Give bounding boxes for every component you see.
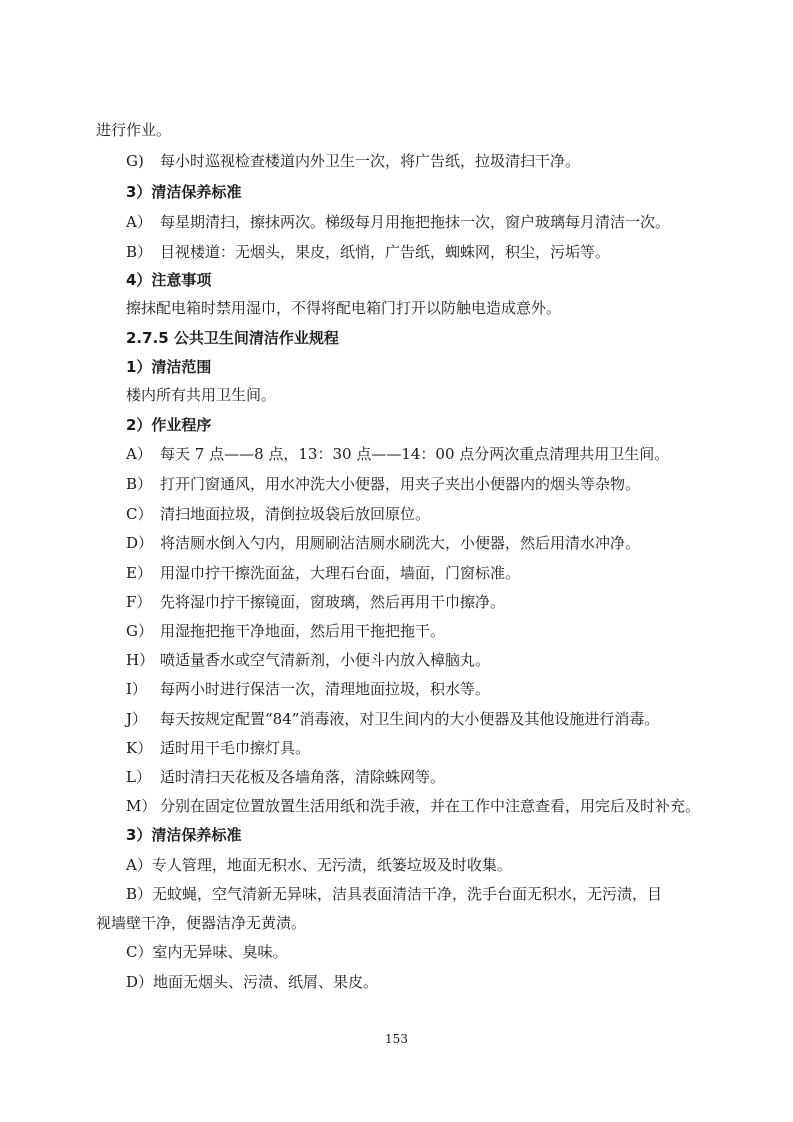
section-heading: 2）作业程序 xyxy=(126,416,212,434)
list-item-text: 适时清扫天花板及各墙角落，清除蛛网等。 xyxy=(160,768,446,786)
list-item xyxy=(126,650,490,670)
list-item xyxy=(126,151,580,171)
paragraph: A）专人管理，地面无积水、无污渍，纸篓垃圾及时收集。 xyxy=(126,856,512,874)
list-item-text: 喷适量香水或空气清新剂，小便斗内放入樟脑丸。 xyxy=(160,651,491,669)
list-item xyxy=(126,444,669,464)
list-item xyxy=(126,563,520,583)
list-item xyxy=(126,504,430,524)
list-item-text: 每小时巡视检查楼道内外卫生一次，将广告纸，拉圾清扫干净。 xyxy=(160,152,581,170)
list-item-label: G） xyxy=(126,622,153,640)
list-item-label: H） xyxy=(126,651,155,669)
list-item xyxy=(126,709,659,729)
list-item-label: G) xyxy=(126,152,144,170)
list-item-label: L） xyxy=(126,768,151,786)
paragraph: 擦抹配电箱时禁用湿巾，不得将配电箱门打开以防触电造成意外。 xyxy=(126,299,562,317)
list-item-label: I） xyxy=(126,680,147,698)
list-item xyxy=(126,212,670,232)
list-item-text: 目视楼道：无烟头，果皮，纸悄，广告纸，蜘蛛网，积尘，污垢等。 xyxy=(160,243,611,261)
list-item-text: 用湿巾拧干擦洗面盆，大理石台面，墙面，门窗标准。 xyxy=(160,564,521,582)
list-item-text: 清扫地面拉圾，清倒拉圾袋后放回原位。 xyxy=(160,505,431,523)
list-item xyxy=(126,796,700,816)
list-item-label: D） xyxy=(126,534,154,552)
paragraph: B）无蚊蝇，空气清新无异味，洁具表面清洁干净，洗手台面无积水，无污渍，目 xyxy=(126,885,663,903)
list-item-label: J） xyxy=(126,710,148,728)
list-item-label: E） xyxy=(126,564,152,582)
list-item xyxy=(126,533,640,553)
list-item-label: K） xyxy=(126,739,153,757)
list-item xyxy=(126,242,610,262)
list-item-label: M） xyxy=(126,797,157,815)
list-item-label: F） xyxy=(126,593,152,611)
list-item xyxy=(126,592,505,612)
list-item xyxy=(126,679,490,699)
paragraph: D）地面无烟头、污渍、纸屑、果皮。 xyxy=(126,973,379,991)
list-item xyxy=(126,474,640,494)
section-heading: 1）清洁范围 xyxy=(126,358,212,376)
paragraph-continuation: 视墙壁干净，便器洁净无黄渍。 xyxy=(96,914,307,932)
list-item-text: 每两小时进行保洁一次，清理地面拉圾，积水等。 xyxy=(160,680,491,698)
section-heading: 4）注意事项 xyxy=(126,271,212,289)
list-item-label: A） xyxy=(126,445,152,463)
list-item-label: B） xyxy=(126,475,153,493)
list-item-text: 每天按规定配置“84”消毒液，对卫生间内的大小便器及其他设施进行消毒。 xyxy=(160,710,660,728)
chapter-heading: 2.7.5 公共卫生间清洁作业规程 xyxy=(126,329,339,347)
list-item-text: 将洁厕水倒入勺内，用厕刷沾洁厕水刷洗大，小便器，然后用清水冲净。 xyxy=(160,534,641,552)
list-item-text: 每天 7 点——8 点，13：30 点——14：00 点分两次重点清理共用卫生间。 xyxy=(160,445,670,463)
list-item-text: 适时用干毛巾擦灯具。 xyxy=(160,739,311,757)
list-item-label: B） xyxy=(126,243,153,261)
paragraph: 楼内所有共用卫生间。 xyxy=(126,386,277,404)
paragraph-continuation: 进行作业。 xyxy=(96,121,172,139)
paragraph: C）室内无异味、臭味。 xyxy=(126,943,288,961)
list-item-text: 先将湿巾拧干擦镜面，窗玻璃，然后再用干巾擦净。 xyxy=(160,593,506,611)
list-item xyxy=(126,738,310,758)
list-item-text: 分别在固定位置放置生活用纸和洗手液，并在工作中注意查看，用完后及时补充。 xyxy=(160,797,701,815)
list-item-text: 每星期清扫，擦抹两次。梯级每月用拖把拖抹一次，窗户玻璃每月清洁一次。 xyxy=(160,213,671,231)
list-item-text: 用湿拖把拖干净地面，然后用干拖把拖干。 xyxy=(160,622,446,640)
list-item xyxy=(126,621,445,641)
section-heading: 3）清洁保养标准 xyxy=(126,183,242,201)
page-number: 153 xyxy=(385,1032,408,1046)
list-item-text: 打开门窗通风，用水冲洗大小便器，用夹子夹出小便器内的烟头等杂物。 xyxy=(160,475,641,493)
list-item-label: A） xyxy=(126,213,152,231)
section-heading: 3）清洁保养标准 xyxy=(126,826,242,844)
list-item xyxy=(126,767,445,787)
list-item-label: C） xyxy=(126,505,153,523)
